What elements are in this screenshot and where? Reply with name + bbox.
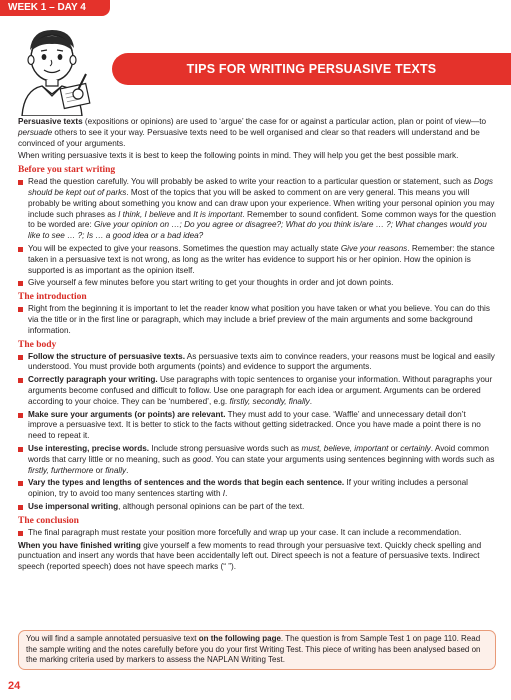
page-title: TIPS FOR WRITING PERSUASIVE TEXTS [186, 62, 437, 76]
section-heading-conclusion: The conclusion [18, 515, 79, 526]
bullet-impersonal: Use impersonal writing, although personal opinions can be part of the text. [18, 502, 496, 513]
section-heading-introduction: The introduction [18, 292, 87, 303]
bullet-give-reasons: You will be expected to give your reasons. Sometimes the question may actually state Give your reasons. Remember: the stance taken in a persuasive text is not wrong, as long as the writer has evidence to support his or her opinion. How the opinion is supported is as important as the opinion itself. [18, 244, 496, 276]
bullet-read-question: Read the question carefully. You will probably be asked to write your reaction to a particular question or statement, such as Dogs should be kept out of parks. Most of the topics that you will be asked to comment on are very general. This means you will probably be writing about something you know and can draw upon your experience. When writing your personal opinion you may include such phrases as I think, I believe and It is important. Remember to sound confident. Some common ways for the question to be worded are: Give your opinion on …; Do you agree or disagree?; What do you think is/are … ?; What changes would you like to see … ?; Is … a good idea or a bad idea? [18, 177, 496, 242]
tips-content [18, 117, 496, 575]
sample-text-note-box: You will find a sample annotated persuasive text on the following page. The question is from Sample Test 1 on page 110. Read the sample writing and the notes carefully before you do your first Writing Test. This piece of writing has been analysed based on the marking criteria used by markers to assess the NAPLAN Writing Test. [18, 630, 496, 670]
page-number: 24 [8, 680, 21, 692]
intro-paragraph-1: Persuasive texts (expositions or opinions) are used to ‘argue’ the case for or against a particular action, plan or point of view—to persuade others to see it your way. Persuasive texts need to be well organised and clear so that readers will understand and be convinced of your arguments. [18, 117, 487, 148]
bullet-restate-position: The final paragraph must restate your position more forcefully and wrap up your case. It can include a recommendation. [18, 528, 496, 539]
intro-paragraph-2: When writing persuasive texts it is best to keep the following points in mind. They will help you get the best possible mark. [18, 151, 459, 161]
section-heading-before-writing: Before you start writing [18, 165, 116, 176]
bullet-plan-time: Give yourself a few minutes before you start writing to get your thoughts in order and jot down points. [18, 278, 496, 289]
bullet-relevance: Make sure your arguments (or points) are relevant. They must add to your case. ‘Waffle’ and unnecessary detail don’t improve a persuasive text. It is better to stick to the facts without getting sidetracked. Once you have made a point there is no need to repeat it. [18, 410, 496, 442]
section-heading-body: The body [18, 339, 57, 350]
finished-writing-paragraph: When you have finished writing give yourself a few moments to read through your persuasive text. Quickly check spelling and punctuation and insert any words that have been accidentally left out. Direct speech is not a feature of persuasive texts. Indirect speech (reported speech) does not have speech marks (“ ”). [18, 540, 482, 572]
bullet-vary-sentences: Vary the types and lengths of sentences and the words that begin each sentence. If your writing includes a personal opinion, try to avoid too many sentences starting with I. [18, 478, 496, 500]
bullet-precise-words: Use interesting, precise words. Include strong persuasive words such as must, believe, important or certainly. Avoid common words that carry little or no meaning, such as good. You can state your arguments using sentences beginning with words such as firstly, furthermore or finally. [18, 444, 496, 476]
week-day-tab: WEEK 1 – DAY 4 [0, 0, 110, 16]
bullet-state-position: Right from the beginning it is important to let the reader know what position you have taken or what you believe. You can do this via the title or in the first line or paragraph, which may include a brief preview of the main arguments and some background information. [18, 304, 496, 336]
bullet-structure: Follow the structure of persuasive texts. As persuasive texts aim to convince readers, your reasons must be logical and easily understood. You must provide both arguments (points) and evidence to support the arguments. [18, 352, 496, 374]
page-title-banner [112, 53, 511, 85]
bullet-paragraphing: Correctly paragraph your writing. Use paragraphs with topic sentences to organise your information. Without paragraphs your arguments become confused and difficult to follow. Use one paragraph for each idea or argument. Arguments can be ordered according to your choice. They can be ‘numbered’, e.g. firstly, secondly, finally. [18, 375, 496, 407]
boy-writing-illustration [2, 16, 100, 116]
